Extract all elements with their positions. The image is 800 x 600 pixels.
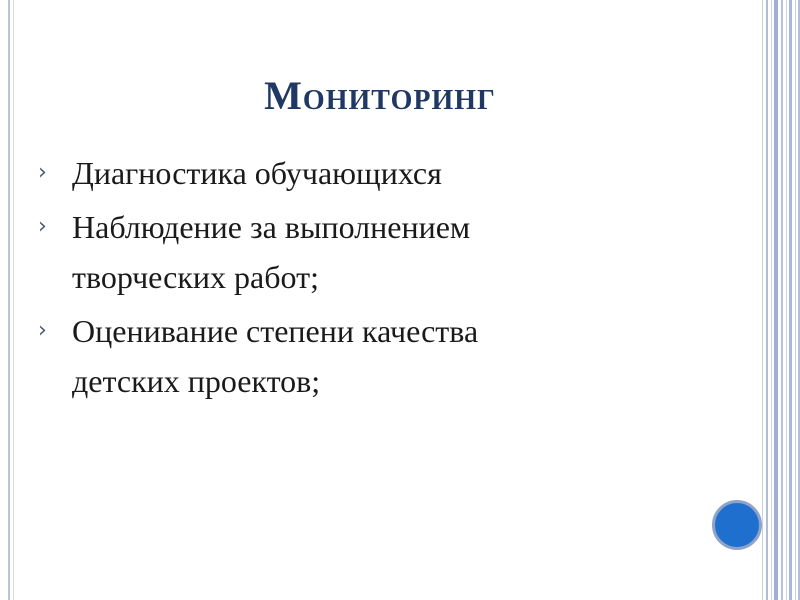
bullet-item: [38, 202, 638, 302]
navigation-button[interactable]: [712, 500, 762, 550]
border-line: [795, 0, 796, 600]
bullet-arrow-icon: ›: [38, 214, 47, 239]
bullet-text-line: детских проектов;: [72, 363, 321, 399]
left-frame-line: [8, 0, 10, 600]
bullet-item: [38, 306, 638, 406]
border-line: [762, 0, 763, 600]
bullet-item: [38, 148, 638, 198]
bullet-text-line: Наблюдение за выполнением: [72, 209, 471, 245]
bullet-list: [38, 148, 638, 410]
bullet-arrow-icon: ›: [38, 318, 47, 343]
border-line: [789, 0, 792, 600]
border-line: [781, 0, 783, 600]
bullet-arrow-icon: ›: [38, 160, 47, 185]
bullet-text-line: Оценивание степени качества: [72, 313, 479, 349]
border-line: [766, 0, 768, 600]
right-decorative-border: [762, 0, 800, 600]
bullet-text-line: творческих работ;: [72, 259, 319, 295]
slide-title: Мониторинг: [264, 73, 496, 118]
left-frame-inner-line: [13, 0, 14, 600]
border-line: [771, 0, 772, 600]
bullet-text-line: Диагностика обучающихся: [72, 155, 442, 191]
border-line: [786, 0, 787, 600]
border-line: [774, 0, 778, 600]
